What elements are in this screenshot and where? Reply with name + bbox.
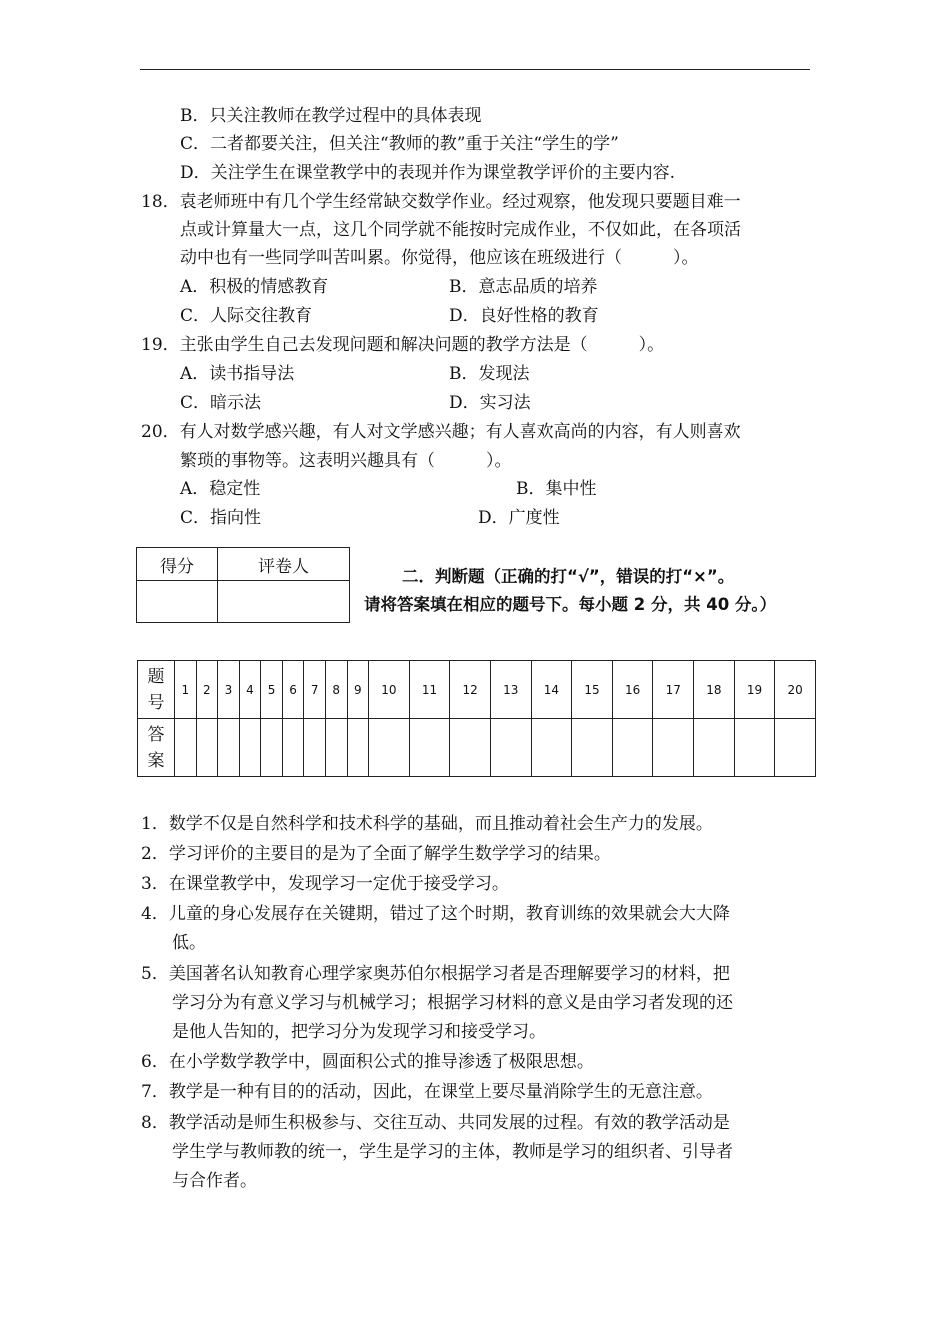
q20-option-c: C．指向性: [180, 508, 262, 528]
question-number-cell: 18: [694, 661, 735, 719]
tf-statement-7: 7．教学是一种有目的的活动，因此，在课堂上要尽量消除学生的无意注意。: [141, 1082, 713, 1102]
tf-statement-5-line3: 是他人告知的，把学习分为发现学习和接受学习。: [172, 1022, 546, 1042]
question-number-cell: 5: [261, 661, 283, 719]
q17-option-c: C．二者都要关注，但关注“教师的教”重于关注“学生的学”: [180, 134, 619, 154]
tf-statement-5-line1: 5．美国著名认知教育心理学家奥苏伯尔根据学习者是否理解要学习的材料，把: [141, 964, 730, 984]
tf-statement-8-line2: 学生学与教师教的统一，学生是学习的主体，教师是学习的组织者、引导者: [172, 1142, 733, 1162]
tf-statement-1: 1．数学不仅是自然科学和技术科学的基础，而且推动着社会生产力的发展。: [141, 814, 713, 834]
answer-cell[interactable]: [450, 719, 491, 777]
q18-option-b: B．意志品质的培养: [449, 277, 598, 297]
q19-stem: 19．主张由学生自己去发现问题和解决问题的教学方法是（ ）。: [141, 335, 665, 355]
tf-statement-4-line1: 4．儿童的身心发展存在关键期，错过了这个时期，教育训练的效果就会大大降: [141, 904, 730, 924]
tf-statement-6: 6．在小学数学教学中，圆面积公式的推导渗透了极限思想。: [141, 1052, 594, 1072]
q18-option-a: A．积极的情感教育: [180, 277, 329, 297]
number-row-label: [138, 661, 175, 719]
answer-grid: [137, 660, 816, 777]
question-number-cell: 13: [490, 661, 531, 719]
tf-statement-8-line1: 8．教学活动是师生积极参与、交往互动、共同发展的过程。有效的教学活动是: [141, 1113, 730, 1133]
question-number-cell: 1: [175, 661, 197, 719]
grader-cell[interactable]: [218, 581, 350, 623]
section2-heading-line2: 请将答案填在相应的题号下。每小题 2 分，共 40 分。）: [364, 595, 777, 614]
answer-cell[interactable]: [612, 719, 653, 777]
number-label-char2: 号: [147, 692, 165, 713]
question-number-cell: 3: [218, 661, 240, 719]
answer-cell[interactable]: [196, 719, 218, 777]
score-header: 得分: [137, 548, 218, 581]
q18-stem-line2: 点或计算量大一点，这几个同学就不能按时完成作业，不仅如此，在各项活: [180, 220, 741, 240]
q20-option-d: D．广度性: [478, 508, 560, 528]
answer-label-char1: 答: [147, 724, 165, 745]
grader-header: 评卷人: [218, 548, 350, 581]
answer-cell[interactable]: [304, 719, 326, 777]
question-number-cell: 17: [653, 661, 694, 719]
tf-statement-4-line2: 低。: [172, 933, 206, 953]
q18-option-c: C．人际交往教育: [180, 306, 313, 326]
q19-option-a: A．读书指导法: [180, 364, 295, 384]
question-number-cell: 15: [572, 661, 613, 719]
q20-stem-line2: 繁琐的事物等。这表明兴趣具有（ ）。: [180, 451, 512, 471]
q20-stem-line1: 20．有人对数学感兴趣，有人对文学感兴趣；有人喜欢高尚的内容，有人则喜欢: [141, 422, 741, 442]
question-number-cell: 2: [196, 661, 218, 719]
question-number-cell: 20: [775, 661, 816, 719]
answer-cell[interactable]: [531, 719, 572, 777]
question-number-cell: 12: [450, 661, 491, 719]
answer-cell[interactable]: [325, 719, 347, 777]
tf-statement-5-line2: 学习分为有意义学习与机械学习；根据学习材料的意义是由学习者发现的还: [172, 993, 733, 1013]
q20-option-b: B．集中性: [516, 479, 597, 499]
answer-cell[interactable]: [734, 719, 775, 777]
tf-statement-3: 3．在课堂教学中，发现学习一定优于接受学习。: [141, 874, 509, 894]
score-box: [136, 547, 350, 623]
section2-heading-line1: 二．判断题（正确的打“√”，错误的打“×”。: [402, 567, 735, 586]
question-number-cell: 19: [734, 661, 775, 719]
answer-cell[interactable]: [239, 719, 261, 777]
q18-option-d: D．良好性格的教育: [449, 306, 599, 326]
question-number-cell: 14: [531, 661, 572, 719]
question-number-cell: 9: [347, 661, 369, 719]
question-number-cell: 11: [409, 661, 450, 719]
q20-option-a: A．稳定性: [180, 479, 261, 499]
answer-cell[interactable]: [653, 719, 694, 777]
answer-cell[interactable]: [218, 719, 240, 777]
header-rule: [140, 69, 810, 70]
q19-option-c: C．暗示法: [180, 393, 262, 413]
answer-cell[interactable]: [261, 719, 283, 777]
answer-cell[interactable]: [369, 719, 410, 777]
question-number-cell: 10: [369, 661, 410, 719]
answer-cell[interactable]: [175, 719, 197, 777]
score-cell[interactable]: [137, 581, 218, 623]
answer-cell[interactable]: [572, 719, 613, 777]
answer-cell[interactable]: [347, 719, 369, 777]
q18-stem-line1: 18．袁老师班中有几个学生经常缺交数学作业。经过观察，他发现只要题目难一: [141, 192, 741, 212]
question-number-cell: 7: [304, 661, 326, 719]
answer-cell[interactable]: [490, 719, 531, 777]
q18-stem-line3: 动中也有一些同学叫苦叫累。你觉得，他应该在班级进行（ ）。: [180, 248, 699, 268]
answer-row-label: [138, 719, 175, 777]
answer-cell[interactable]: [282, 719, 304, 777]
answer-cell[interactable]: [775, 719, 816, 777]
tf-statement-2: 2．学习评价的主要目的是为了全面了解学生数学学习的结果。: [141, 844, 611, 864]
number-label-char1: 题: [147, 666, 165, 687]
answer-label-char2: 案: [147, 750, 165, 771]
question-number-cell: 8: [325, 661, 347, 719]
question-number-cell: 4: [239, 661, 261, 719]
question-number-cell: 16: [612, 661, 653, 719]
q19-option-d: D．实习法: [449, 393, 531, 413]
answer-cell[interactable]: [409, 719, 450, 777]
q17-option-d: D．关注学生在课堂教学中的表现并作为课堂教学评价的主要内容.: [180, 163, 676, 183]
tf-statement-8-line3: 与合作者。: [172, 1171, 257, 1191]
q19-option-b: B．发现法: [449, 364, 530, 384]
q17-option-b: B．只关注教师在教学过程中的具体表现: [180, 106, 482, 126]
question-number-cell: 6: [282, 661, 304, 719]
answer-cell[interactable]: [694, 719, 735, 777]
